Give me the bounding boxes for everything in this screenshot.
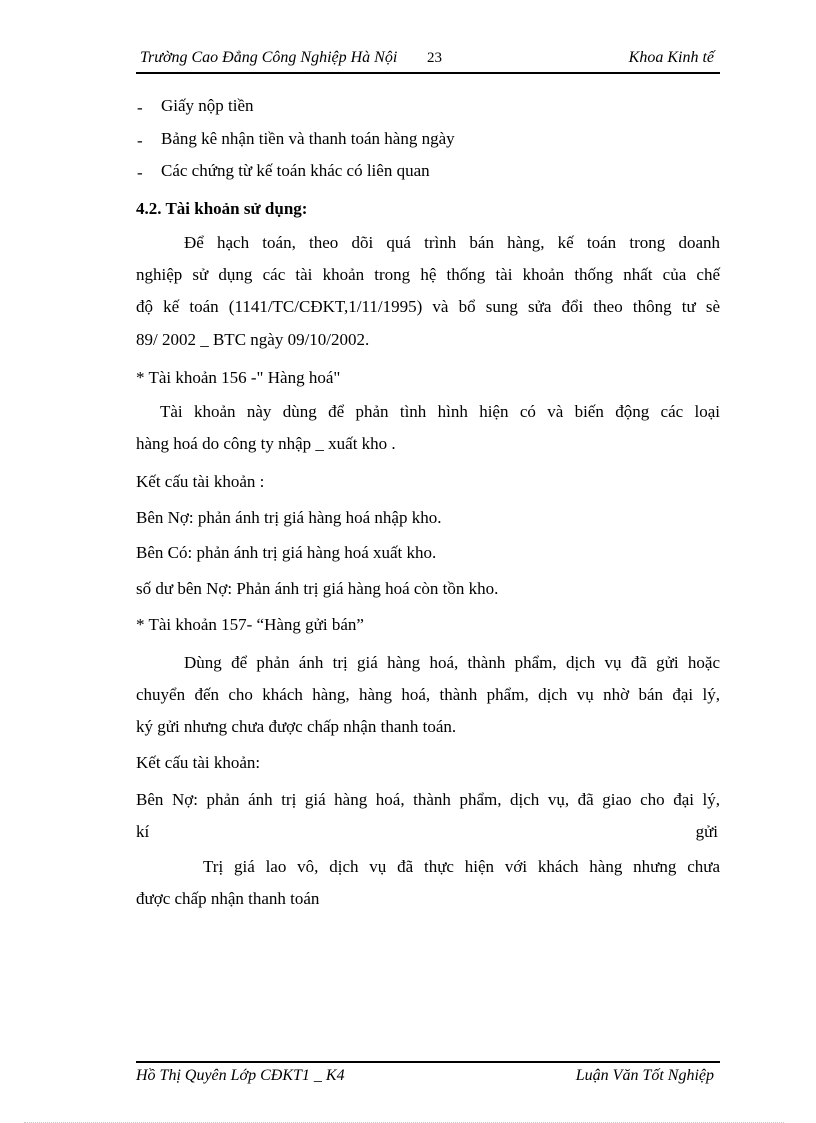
footer-author: Hồ Thị Quyên Lớp CĐKT1 _ K4 [136, 1067, 345, 1084]
header-department: Khoa Kinh tế [628, 49, 714, 66]
bullet-marker: - [137, 163, 143, 182]
footer-divider [136, 1061, 720, 1063]
paragraph-line: ký gửi nhưng chưa được chấp nhận thanh toán. [136, 717, 457, 736]
paragraph-line: 89/ 2002 _ BTC ngày 09/10/2002. [136, 330, 370, 349]
header-page-number: 23 [427, 50, 442, 66]
account-157-structure-label: Kết cấu tài khoản: [136, 753, 261, 772]
account-157-debit: Bên Nợ: phản ánh trị giá hàng hoá, thành phẩm, dịch vụ, đã giao cho đại lý, [136, 790, 720, 809]
paragraph-line: Dùng để phản ánh trị giá hàng hoá, thành phẩm, dịch vụ đã gửi hoặc [184, 653, 720, 672]
paragraph-line: được chấp nhận thanh toán [136, 889, 320, 908]
bullet-marker: - [137, 98, 143, 117]
header-school-name: Trường Cao Đẳng Công Nghiệp Hà Nội [140, 49, 398, 66]
account-156-title: * Tài khoản 156 -" Hàng hoá" [136, 368, 341, 387]
footer-thesis-title: Luận Văn Tốt Nghiệp [575, 1067, 714, 1084]
paragraph-line: Trị giá lao vô, dịch vụ đã thực hiện với khách hàng nhưng chưa [203, 857, 720, 876]
paragraph-line: hàng hoá do công ty nhập _ xuất kho . [136, 434, 396, 453]
debit-line-right: gửi [695, 822, 718, 841]
page-header [136, 46, 720, 74]
account-156-debit: Bên Nợ: phản ánh trị giá hàng hoá nhập kho. [136, 508, 442, 527]
paragraph-line: chuyển đến cho khách hàng, hàng hoá, thành phẩm, dịch vụ nhờ bán đại lý, [136, 685, 720, 704]
account-156-balance: số dư bên Nợ: Phản ánh trị giá hàng hoá còn tồn kho. [136, 579, 499, 598]
account-157-title: * Tài khoản 157- “Hàng gửi bán” [136, 615, 364, 634]
account-156-credit: Bên Có: phản ánh trị giá hàng hoá xuất kho. [136, 543, 437, 562]
list-item-text: Các chứng từ kế toán khác có liên quan [161, 161, 430, 180]
account-156-structure-label: Kết cấu tài khoản : [136, 472, 265, 491]
paragraph-line: nghiệp sử dụng các tài khoản trong hệ thống tài khoản thống nhất của chế [136, 265, 720, 284]
paragraph-line: Để hạch toán, theo dõi quá trình bán hàng, kế toán trong doanh [184, 233, 720, 252]
debit-line-left: kí [136, 822, 150, 841]
list-item-text: Bảng kê nhận tiền và thanh toán hàng ngày [161, 129, 455, 148]
paragraph-line: Tài khoản này dùng để phản tình hình hiện có và biến động các loại [160, 402, 720, 421]
bullet-marker: - [137, 131, 143, 150]
list-item-text: Giấy nộp tiền [161, 96, 254, 115]
section-heading: 4.2. Tài khoản sử dụng: [136, 199, 308, 218]
paragraph-line: độ kế toán (1141/TC/CĐKT,1/11/1995) và bổ sung sửa đổi theo thông tư sè [136, 297, 720, 316]
